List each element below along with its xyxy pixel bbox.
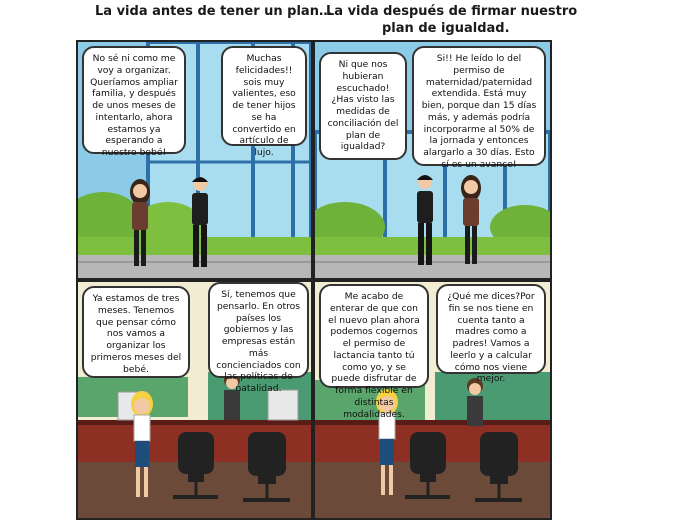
speech-bubble-4a: Me acabo de enterar de que con el nuevo plan ahora podemos cogernos el permiso de lactancia tanto tú como yo, y se puede disfrutar de forma flexible en distintas modalidades. [319,284,429,388]
speech-bubble-1b: Muchas felicidades!! sois muy valientes, eso de tener hijos se ha convertido en artículo de lujo. [221,46,307,146]
comic-panel-3 [76,280,313,520]
speech-bubble-2b: Si!! He leído lo del permiso de maternidad/paternidad extendida. Está muy bien, porque dan 15 días más, y además podría incorporarme al 50% de la jornada y entonces alargarlo a 30 días. Esto sí es un avance! [412,46,546,166]
speech-bubble-3b: Sí, tenemos que pensarlo. En otros países los gobiernos y las empresas están más concienciados con las políticas de natalidad. [208,282,309,378]
title-left: La vida antes de tener un plan… [95,4,332,19]
comic-panel-1 [76,40,313,280]
comic-panel-4 [313,280,552,520]
comic-panel-2 [313,40,552,280]
title-right-line2: plan de igualdad. [382,21,510,36]
speech-bubble-2a: Ni que nos hubieran escuchado! ¿Has visto las medidas de conciliación del plan de igualdad? [319,52,407,160]
speech-bubble-4b: ¿Qué me dices?Por fin se nos tiene en cuenta tanto a madres como a padres! Vamos a leerlo y a calcular cómo nos viene mejor. [436,284,546,374]
speech-bubble-1a: No sé ni como me voy a organizar. Queríamos ampliar familia, y después de unos meses de intentarlo, ahora estamos ya esperando a nuestro bebé! [82,46,186,154]
title-right-line1: La vida después de firmar nuestro [326,4,578,19]
speech-bubble-3a: Ya estamos de tres meses. Tenemos que pensar cómo nos vamos a organizar los primeros meses del bebé. [82,286,190,378]
